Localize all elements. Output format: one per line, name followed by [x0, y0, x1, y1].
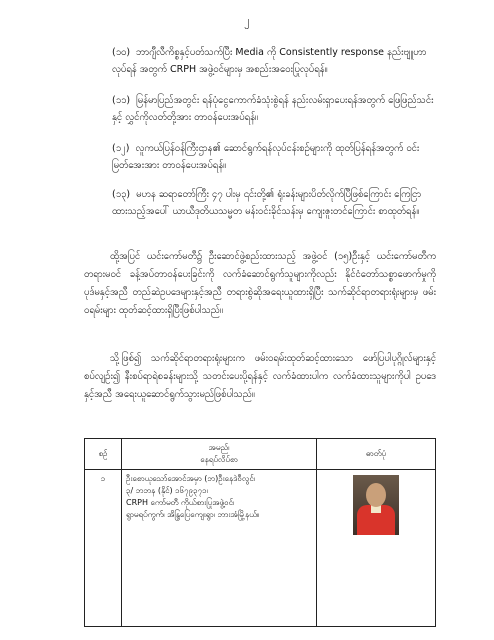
list-item [112, 44, 434, 78]
header-photo: ဓာတ်ပုံ [317, 439, 436, 470]
list-item [112, 140, 434, 174]
address-line: ၃/ ဘဘန (နိုင်) ၁၆၇၉၃၇၁၊ [126, 486, 208, 495]
cell-name-address [122, 470, 317, 627]
item-text: မဟန ဆရာတော်ကြီး ၄၇ ပါးမှ ၎င်းတို့၏ ရုံးခန်းများပိတ်လိုက်ပြီဖြစ်ကြောင်း ကြေငြာ ထားသည့်အပေါ် ယာယီဒုတိယသမ္မတ မန်းဝင်းခိုင်သန်းမှ ကျေးဇူးတင်ကြောင်း စာထုတ်ရန်။ [112, 189, 422, 217]
list-item [112, 186, 434, 220]
body-paragraph: ထို့အပြင် ယင်းကော်မတီ၌ ဦးဆောင်ဖွဲ့စည်းထားသည့် အဖွဲ့ဝင် (၁၅)ဦးနှင့် ယင်းကော်မတီက တရားမဝင် ခန့်အပ်တာဝန်ပေးခြင်းကို လက်ခံဆောင်ရွက်သူများကိုလည်း နိုင်ငံတော်သစ္စာဖောက်မှုကို ပုဒ်မနှင့်အညီ တည်ဆဲဥပဒေများနှင့်အညီ တရားစွဲဆိုအရေးယူထားရှိပြီး သက်ဆိုင်ရာတရားရုံးများမှ ဖမ်းဝရမ်းများ ထုတ်ဆင့်ထားရှိပြီးဖြစ်ပါသည်။ [84, 251, 436, 316]
header-name-address [122, 439, 317, 470]
item-text: လူကယ်ပြန်ဝန်ကြီးဌာန၏ ဆောင်ရွက်ရန်လုပ်ငန်းစဉ်များကို ထုတ်ပြန်ရန်အတွက် ဝင်းမြတ်အေးအား တာဝန်ပေးအပ်ရန်။ [112, 143, 420, 171]
item-number: (၁၁) [112, 95, 131, 106]
address-line: ရွာမရပ်ကွက်၊ အိန္ဒြပြေကျေးရွာ၊ ဘားအံမြို့နယ်။ [126, 510, 260, 519]
body-paragraph: သို့ဖြစ်၍ သက်ဆိုင်ရာတရားရုံးများက ဖမ်းဝရမ်းထုတ်ဆင့်ထားသော ဖော်ပြပါပုဂ္ဂိုလ်များနှင့်စပ်လျဉ်း၍ နီးစပ်ရာရဲစခန်းများသို့ သတင်းပေးပို့ရန်နှင့် လက်ခံထားပါက လက်ခံထားသူများကိုပါ ဥပဒေနှင့်အညီ အရေးယူဆောင်ရွက်သွားမည်ဖြစ်ပါသည်။ [84, 353, 436, 400]
item-number: (၁၂) [112, 143, 130, 154]
table-header-row [85, 439, 436, 470]
header-no: စဉ် [85, 439, 122, 470]
cell-photo [317, 470, 436, 627]
list-item [112, 92, 434, 126]
address-line: CRPH ကော်မတီ ကိုယ်စားပြုအဖွဲ့ဝင်၊ [126, 498, 235, 507]
address-line: ဦးစောယုသော်အောင်အမှာ (ဘ)ဦးနေဒဲ၀ီလွင်၊ [126, 474, 256, 483]
item-number: (၁၀) [112, 47, 131, 58]
table-row [85, 470, 436, 627]
header-address: နေရပ်လိပ်စာ [200, 455, 238, 464]
wanted-persons-table [84, 438, 436, 627]
item-text: ဘာဂျီလီကိစ္စနှင့်ပတ်သက်ပြီး Media ကို Consistently response နည်းဗျူဟာ လုပ်ရန် အတွက် CRPH အဖွဲ့ဝင်များမှ အစည်းအဝေးပြုလုပ်ရန်။ [112, 47, 427, 75]
page-number: ၂ [244, 14, 250, 27]
person-photo [353, 475, 399, 535]
header-name: အမည်၊ [208, 443, 230, 452]
item-number: (၁၃) [112, 189, 131, 200]
photo-face [366, 483, 386, 507]
item-text: မြန်မာပြည်အတွင်း ရန်ပုံငွေကောက်ခံသုံးစွဲရန် နည်းလမ်းရှာပေးရန်အတွက် ဖြေဖြည်သင်းနှင့် လွှင်ကိုလတ်တို့အား တာဝန်ပေးအပ်ရန်။ [112, 95, 434, 123]
cell-no: ၁ [85, 470, 122, 627]
